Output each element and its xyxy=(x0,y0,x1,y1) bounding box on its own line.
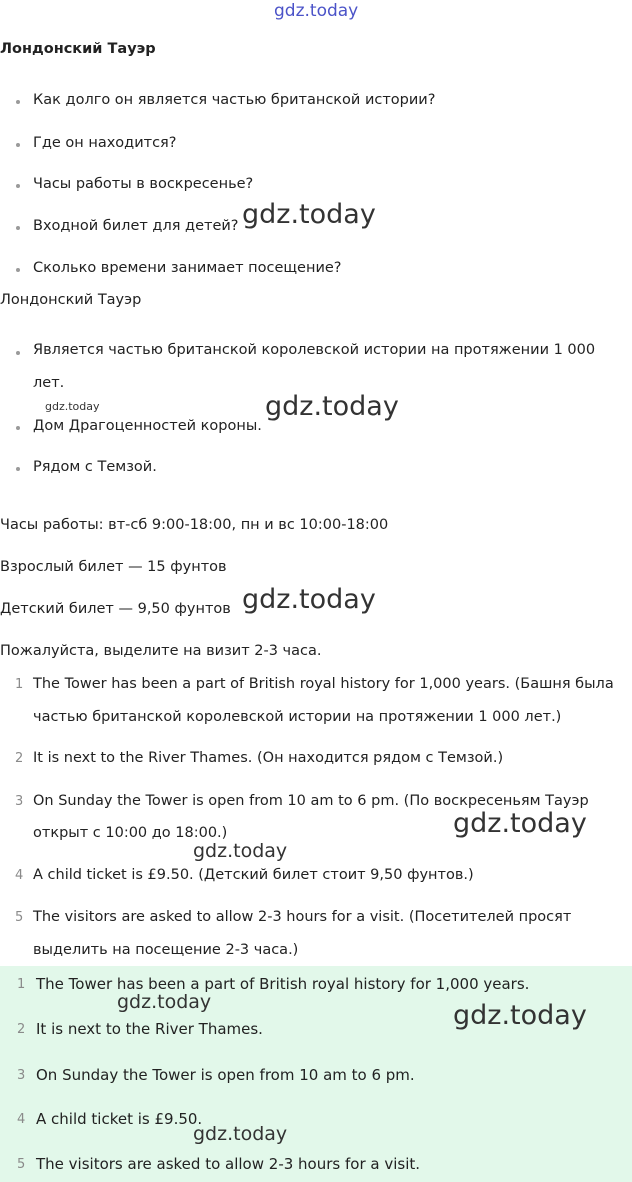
final-answer-item: The visitors are asked to allow 2-3 hours for a visit. xyxy=(36,1155,421,1173)
info-bullet-continuation: лет. xyxy=(33,375,65,391)
final-answer-item: A child ticket is £9.50. xyxy=(36,1110,203,1128)
info-bullet: Дом Драгоценностей короны. xyxy=(33,418,262,434)
visit-duration: Пожалуйста, выделите на визит 2-3 часа. xyxy=(0,643,322,659)
child-ticket: Детский билет — 9,50 фунтов xyxy=(0,601,231,617)
answer-item: A child ticket is £9.50. (Детский билет стоит 9,50 фунтов.) xyxy=(33,867,474,883)
question-item: Часы работы в воскресенье? xyxy=(33,176,254,192)
bullet-dot xyxy=(16,467,20,471)
opening-hours: Часы работы: вт-сб 9:00-18:00, пн и вс 10:00-18:00 xyxy=(0,517,389,533)
final-answer-number: 1 xyxy=(17,977,26,992)
bullet-dot xyxy=(16,351,20,355)
watermark: gdz.today xyxy=(242,199,376,230)
bullet-dot xyxy=(16,100,20,104)
final-answer-item: On Sunday the Tower is open from 10 am to 6 pm. xyxy=(36,1066,415,1084)
bullet-dot xyxy=(16,426,20,430)
question-item: Как долго он является частью британской истории? xyxy=(33,92,436,108)
answer-number: 2 xyxy=(15,751,24,766)
question-item: Входной билет для детей? xyxy=(33,218,239,234)
watermark: gdz.today xyxy=(193,840,288,862)
question-item: Где он находится? xyxy=(33,135,177,151)
final-answer-number: 4 xyxy=(17,1112,26,1127)
final-answer-number: 3 xyxy=(17,1068,26,1083)
answer-number: 4 xyxy=(15,868,24,883)
answer-continuation: частью британской королевской истории на протяжении 1 000 лет.) xyxy=(33,709,562,725)
info-bullet: Является частью британской королевской истории на протяжении 1 000 xyxy=(33,342,596,358)
watermark: gdz.today xyxy=(117,991,212,1013)
final-answer-item: It is next to the River Thames. xyxy=(36,1020,263,1038)
watermark: gdz.today xyxy=(45,400,100,413)
info-bullet: Рядом с Темзой. xyxy=(33,459,157,475)
bullet-dot xyxy=(16,184,20,188)
info-title: Лондонский Тауэр xyxy=(0,292,142,308)
answer-number: 1 xyxy=(15,677,24,692)
watermark-top: gdz.today xyxy=(274,1,359,21)
answer-continuation: открыт с 10:00 до 18:00.) xyxy=(33,825,228,841)
answer-item: On Sunday the Tower is open from 10 am to 6 pm. (По воскресеньям Тауэр xyxy=(33,793,589,809)
answer-continuation: выделить на посещение 2-3 часа.) xyxy=(33,942,299,958)
bullet-dot xyxy=(16,143,20,147)
bullet-dot xyxy=(16,268,20,272)
answer-item: The Tower has been a part of British royal history for 1,000 years. (Башня была xyxy=(33,676,614,692)
watermark: gdz.today xyxy=(265,391,399,422)
answer-item: The visitors are asked to allow 2-3 hours for a visit. (Посетителей просят xyxy=(33,909,572,925)
watermark: gdz.today xyxy=(453,1000,587,1031)
watermark: gdz.today xyxy=(453,808,587,839)
answer-number: 5 xyxy=(15,910,24,925)
page-title: Лондонский Тауэр xyxy=(0,41,156,57)
final-answer-item: The Tower has been a part of British royal history for 1,000 years. xyxy=(36,975,530,993)
final-answer-number: 2 xyxy=(17,1022,26,1037)
adult-ticket: Взрослый билет — 15 фунтов xyxy=(0,559,227,575)
question-item: Сколько времени занимает посещение? xyxy=(33,260,342,276)
bullet-dot xyxy=(16,226,20,230)
answer-number: 3 xyxy=(15,794,24,809)
watermark: gdz.today xyxy=(193,1123,288,1145)
watermark: gdz.today xyxy=(242,584,376,615)
answer-item: It is next to the River Thames. (Он находится рядом с Темзой.) xyxy=(33,750,504,766)
final-answer-number: 5 xyxy=(17,1157,26,1172)
